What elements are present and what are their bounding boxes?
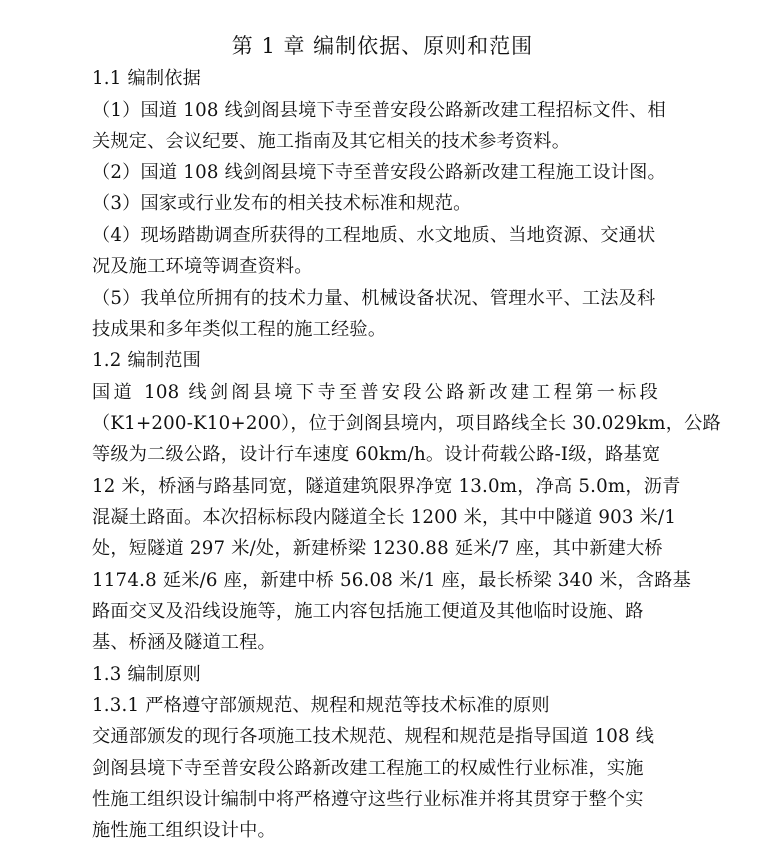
principle-line-2: 剑阁县境下寺至普安段公路新改建工程施工的权威性行业标准，实施 <box>92 758 644 779</box>
basis-item-3: （3）国家或行业发布的相关技术标准和规范。 <box>92 193 472 214</box>
scope-line-7: 1174.8 延米/6 座，新建中桥 56.08 米/1 座，最长桥梁 340 米，含路基 <box>92 570 692 591</box>
section-heading-1-2: 1.2 编制范围 <box>92 350 202 371</box>
basis-item-5-line-1: （5）我单位所拥有的技术力量、机械设备状况、管理水平、工法及科 <box>92 288 656 309</box>
scope-line-4: 12 米，桥涵与路基同宽，隧道建筑限界净宽 13.0m，净高 5.0m，沥青 <box>92 476 681 497</box>
basis-item-4-line-2: 况及施工环境等调查资料。 <box>92 256 313 277</box>
basis-item-1-line-2: 关规定、会议纪要、施工指南及其它相关的技术参考资料。 <box>92 131 571 152</box>
section-heading-1-1: 1.1 编制依据 <box>92 68 202 89</box>
section-heading-1-3-1: 1.3.1 严格遵守部颁规范、规程和规范等技术标准的原则 <box>92 695 550 716</box>
principle-line-3: 性施工组织设计编制中将严格遵守这些行业标准并将其贯穿于整个实 <box>92 789 644 810</box>
basis-item-1-line-1: （1）国道 108 线剑阁县境下寺至普安段公路新改建工程招标文件、相 <box>92 100 666 121</box>
scope-line-5: 混凝土路面。本次招标标段内隧道全长 1200 米，其中中隧道 903 米/1 <box>92 507 677 528</box>
scope-line-8: 路面交叉及沿线设施等，施工内容包括施工便道及其他临时设施、路 <box>92 601 644 622</box>
scope-line-3: 等级为二级公路，设计行车速度 60km/h。设计荷载公路-Ⅰ级，路基宽 <box>92 444 661 465</box>
principle-line-1: 交通部颁发的现行各项施工技术规范、规程和规范是指导国道 108 线 <box>92 726 655 747</box>
scope-line-6: 处，短隧道 297 米/处，新建桥梁 1230.88 延米/7 座，其中新建大桥 <box>92 538 663 559</box>
scope-line-9: 基、桥涵及隧道工程。 <box>92 632 276 653</box>
basis-item-4-line-1: （4）现场踏勘调查所获得的工程地质、水文地质、当地资源、交通状 <box>92 225 656 246</box>
basis-item-2: （2）国道 108 线剑阁县境下寺至普安段公路新改建工程施工设计图。 <box>92 162 666 183</box>
chapter-title: 第 1 章 编制依据、原则和范围 <box>231 34 534 58</box>
basis-item-5-line-2: 技成果和多年类似工程的施工经验。 <box>92 319 387 340</box>
principle-line-4: 施性施工组织设计中。 <box>92 820 276 841</box>
scope-line-2: （K1+200-K10+200），位于剑阁县境内，项目路线全长 30.029km，公路 <box>92 413 721 434</box>
section-heading-1-3: 1.3 编制原则 <box>92 664 202 685</box>
scope-line-1: 国道 108 线剑阁县境下寺至普安段公路新改建工程第一标段 <box>92 382 658 403</box>
